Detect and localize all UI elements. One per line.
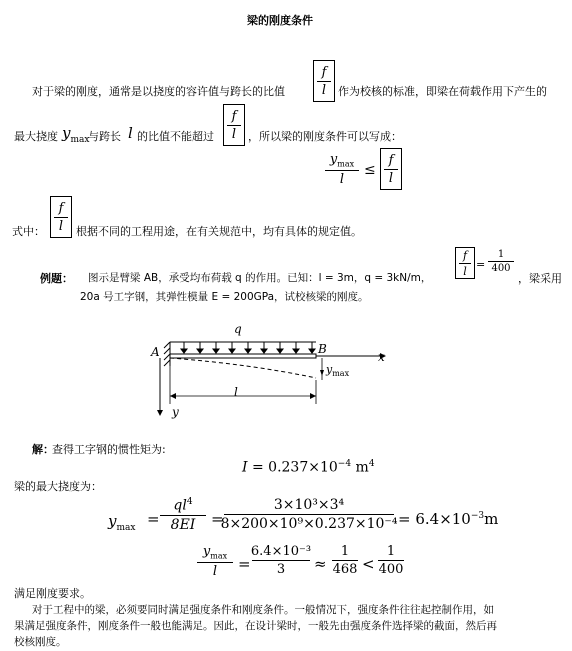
where-label: 式中： (12, 225, 45, 238)
result-value: = $6.4\times 10^{-3}m$ (398, 510, 499, 528)
closing-line-2: 果满足强度条件，刚度条件一般也能满足。因此，在设计梁时，一般先由强度条件选择梁的截面，然后再 (14, 620, 497, 632)
intro-text-1b: 作为校核的标准，即梁在荷载作用下产生的 (338, 85, 547, 98)
example-bracket: f l (455, 247, 475, 279)
solution-label: 解： (32, 443, 54, 456)
fig-ymax-label: $y_{max}$ (326, 363, 350, 379)
example-line-1-end: ，梁采用 (518, 272, 562, 285)
beam-figure (150, 324, 390, 424)
example-line-1: 图示是臂梁 AB，承受均布荷载 q 的作用。已知：l = 3m，q = 3kN/m， (88, 272, 432, 284)
limit-fraction: 1 400 (488, 249, 514, 274)
fig-y-label: y (172, 405, 179, 419)
limit-eq: = (476, 258, 486, 271)
ratio-numeric: 6.4×10⁻³ 3 (250, 544, 312, 577)
span-symbol: l (128, 124, 133, 142)
inertia-formula: $I = 0.237\times 10^{-4}$ $m^4$ (242, 459, 375, 476)
frac-l: l (321, 82, 327, 98)
intro-text-2d: ，所以梁的刚度条件可以写成： (248, 130, 402, 143)
closing-line-3: 校核刚度。 (14, 636, 67, 648)
solution-text: 查得工字钢的惯性矩为: (52, 443, 166, 456)
formula-ql4: $ql^4$ 8EI (160, 497, 206, 533)
ratio-400: 1 400 (378, 544, 404, 577)
where-text: 根据不同的工程用途，在有关规范中，均有具体的规定值。 (76, 225, 362, 238)
ratio-468: 1 468 (332, 544, 358, 577)
where-bracket: f l (50, 196, 72, 238)
leq-sign: ≤ (364, 162, 376, 178)
fig-A-label: A (151, 345, 160, 359)
ymax-symbol: $y_{max}$ (62, 124, 90, 145)
deflection-curve (170, 358, 316, 378)
fig-x-label: x (378, 350, 385, 364)
ymax-lhs: $y_{max}$ (108, 512, 136, 533)
ratio-fraction: $y_{max}$ l (197, 544, 233, 579)
formula-numeric: 3×10³×3⁴ 8×200×10⁹×0.237×10⁻⁴ (220, 497, 398, 532)
condition-fraction: $y_{max}$ l (325, 152, 359, 187)
fig-q-label: q (234, 322, 242, 336)
frac-f: f (321, 64, 327, 80)
maxdef-label: 梁的最大挠度为： (14, 480, 102, 493)
fig-l-label: l (234, 385, 238, 399)
ratio-bracket-1 (313, 60, 335, 102)
approx-sign: ≈ (314, 555, 327, 573)
load-arrows (181, 342, 315, 353)
fixed-support (164, 342, 170, 366)
ratio-bracket-2: f l (223, 104, 245, 146)
fig-B-label: B (318, 342, 327, 356)
page-title: 梁的刚度条件 (247, 14, 313, 27)
beam-body (170, 354, 316, 358)
intro-text-1a: 对于梁的刚度，通常是以挠度的容许值与跨长的比值 (32, 85, 285, 98)
intro-text-2b: 与跨长 (88, 130, 121, 143)
example-line-2: 20a 号工字钢，其弹性模量 E = 200GPa，试校核梁的刚度。 (80, 291, 369, 303)
intro-text-2a: 最大挠度 (14, 130, 58, 143)
lt-sign: < (362, 555, 375, 573)
example-label: 例题： (40, 272, 73, 285)
intro-text-2c: 的比值不能超过 (137, 130, 214, 143)
condition-bracket: f l (380, 148, 402, 190)
closing-line-1: 对于工程中的梁，必须要同时满足强度条件和刚度条件。一般情况下，强度条件往往起控制作用，如 (32, 604, 494, 616)
conclusion: 满足刚度要求。 (14, 587, 91, 600)
